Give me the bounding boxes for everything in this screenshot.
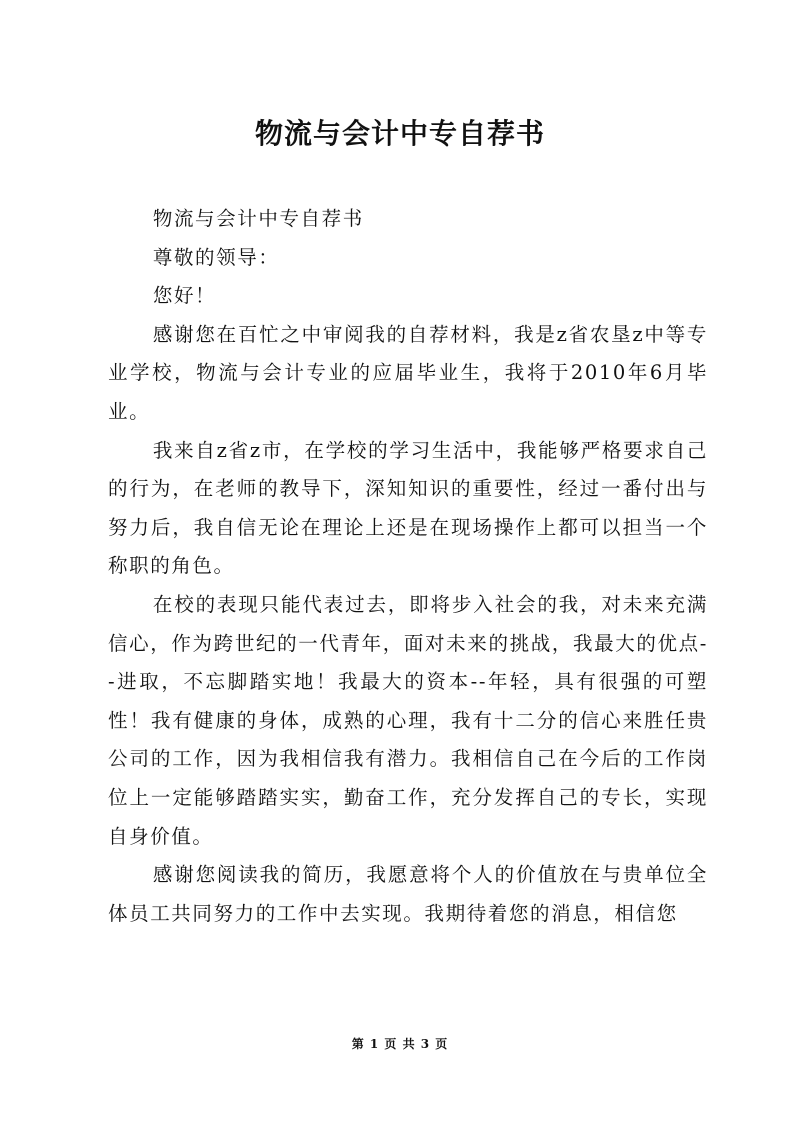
- page-footer: 第 1 页 共 3 页: [351, 1037, 449, 1051]
- paragraph-background: 我来自z省z市，在学校的学习生活中，我能够严格要求自己的行为，在老师的教导下，深知知识的重要性，经过一番付出与努力后，我自信无论在理论上还是在现场操作上都可以担当一个称职的角色。: [108, 438, 708, 578]
- paragraph-salutation: 尊敬的领导：: [152, 245, 280, 269]
- paragraph-closing: 感谢您阅读我的简历，我愿意将个人的价值放在与贵单位全体员工共同努力的工作中去实现。我期待着您的消息，相信您: [108, 863, 708, 925]
- document-body: [108, 200, 708, 933]
- document-title: 物流与会计中专自荐书: [254, 117, 545, 150]
- paragraph-introduction: 感谢您在百忙之中审阅我的自荐材料，我是z省农垦z中等专业学校，物流与会计专业的应届毕业生，我将于2010年6月毕业。: [108, 322, 708, 423]
- paragraph-greeting: 您好！: [152, 284, 217, 308]
- paragraph-heading-line: 物流与会计中专自荐书: [152, 207, 364, 230]
- paragraph-self-assessment: 在校的表现只能代表过去，即将步入社会的我，对未来充满信心，作为跨世纪的一代青年，面对未来的挑战，我最大的优点--进取，不忘脚踏实地！我最大的资本--年轻，具有很强的可塑性！我有健康的身体，成熟的心理，我有十二分的信心来胜任贵公司的工作，因为我相信我有潜力。我相信自己在今后的工作岗位上一定能够踏踏实实，勤奋工作，充分发挥自己的专长，实现自身价值。: [108, 592, 708, 848]
